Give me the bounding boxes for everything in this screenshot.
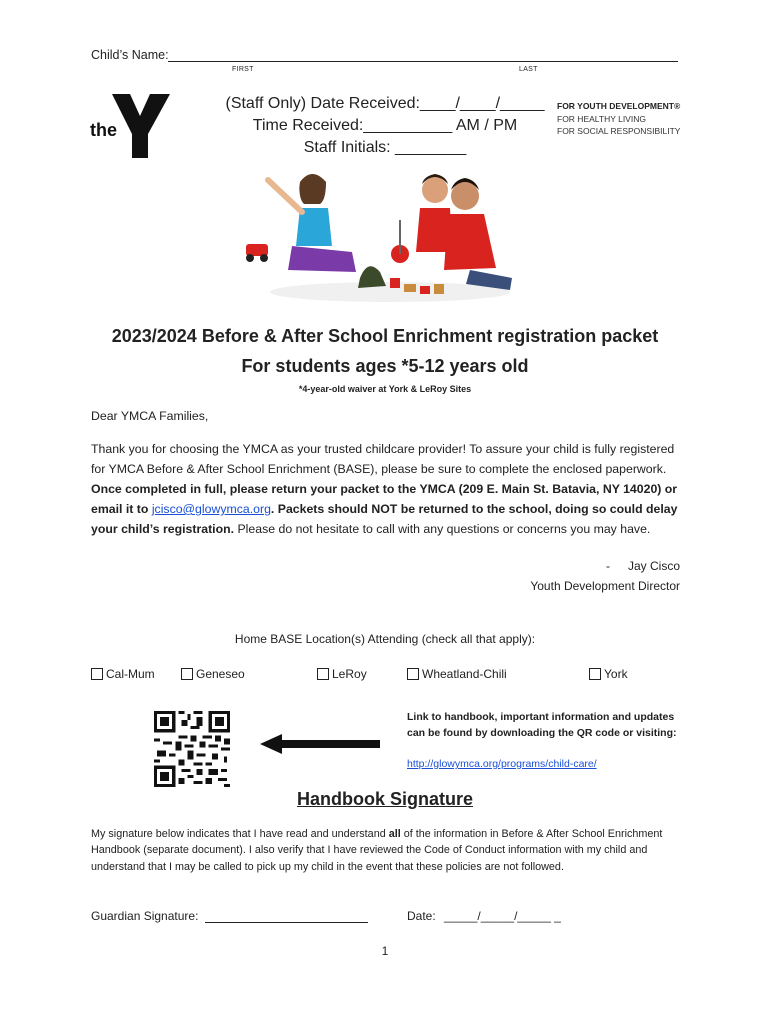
checkbox-geneseo[interactable] bbox=[181, 668, 193, 680]
checkbox-leroy[interactable] bbox=[317, 668, 329, 680]
last-name-label: LAST bbox=[519, 66, 538, 73]
location-label-wheatland-chili: Wheatland-Chili bbox=[422, 667, 507, 681]
location-label-cal-mum: Cal-Mum bbox=[106, 667, 155, 681]
staff-initials: Staff Initials: ________ bbox=[303, 139, 467, 156]
staff-date-received: (Staff Only) Date Received:____/____/_____ bbox=[225, 95, 545, 112]
handbook-url-link[interactable]: http://glowymca.org/programs/child-care/ bbox=[407, 758, 597, 770]
checkbox-york[interactable] bbox=[589, 668, 601, 680]
signature-dash: - bbox=[606, 559, 610, 573]
packet-title: 2023/2024 Before & After School Enrichment registration packet bbox=[111, 326, 659, 346]
date-field[interactable]: _____/_____/_____ _ bbox=[444, 909, 561, 923]
page-number: 1 bbox=[381, 944, 389, 958]
age-waiver-note: *4-year-old waiver at York & LeRoy Sites bbox=[298, 384, 472, 394]
handbook-signature-title bbox=[0, 789, 770, 810]
location-option-wheatland-chili[interactable] bbox=[407, 667, 507, 681]
childs-name-line bbox=[168, 61, 678, 62]
location-label-york: York bbox=[604, 667, 628, 681]
packet-subtitle: For students ages *5-12 years old bbox=[241, 356, 529, 376]
ymca-logo bbox=[90, 90, 180, 162]
letter-greeting: Dear YMCA Families, bbox=[91, 409, 209, 423]
handbook-text-part-1: My signature below indicates that I have read and understand bbox=[91, 828, 389, 840]
childs-name-label: Child’s Name: bbox=[91, 48, 169, 62]
guardian-signature-field[interactable] bbox=[205, 922, 368, 923]
date-label: Date: bbox=[407, 909, 436, 923]
handbook-agreement-text bbox=[91, 826, 681, 875]
children-playing-photo bbox=[240, 160, 530, 310]
checkbox-cal-mum[interactable] bbox=[91, 668, 103, 680]
checkbox-wheatland-chili[interactable] bbox=[407, 668, 419, 680]
location-option-cal-mum[interactable] bbox=[91, 667, 155, 681]
first-name-label: FIRST bbox=[232, 66, 254, 73]
tagline-healthy: FOR HEALTHY LIVING bbox=[557, 113, 646, 124]
director-title: Youth Development Director bbox=[530, 579, 680, 593]
handbook-signature-title-text: Handbook Signature bbox=[296, 789, 473, 809]
logo-the-text: the bbox=[90, 120, 117, 140]
logo-ymca-text: YMCA bbox=[148, 133, 159, 149]
location-option-geneseo[interactable] bbox=[181, 667, 245, 681]
logo-y-shape bbox=[112, 94, 170, 158]
letter-return-warning: . Packets should NOT be returned to the school, doing so could delay your child’s registration. bbox=[91, 502, 678, 536]
location-option-leroy[interactable] bbox=[317, 667, 367, 681]
locations-heading: Home BASE Location(s) Attending (check all that apply): bbox=[234, 632, 536, 646]
handbook-text-part-2: of the information in Before & After School Enrichment Handbook (separate document). I also verify that I have reviewed the Code of Conduct information with my child and understand that I may be called to pick up my child in the event that these policies are not followed. bbox=[91, 828, 663, 873]
location-option-york[interactable] bbox=[589, 667, 628, 681]
email-link[interactable]: jcisco@glowymca.org bbox=[151, 502, 271, 516]
letter-return-instructions: Once completed in full, please return your packet to the YMCA (209 E. Main St. Batavia, NY 14020) or email it to bbox=[91, 482, 678, 516]
handbook-text-all: all bbox=[388, 828, 401, 840]
handbook-link-description: Link to handbook, important information and updates can be found by downloading the QR code or visiting: bbox=[407, 711, 677, 739]
staff-time-received: Time Received:__________ AM / PM bbox=[252, 117, 518, 134]
guardian-signature-label: Guardian Signature: bbox=[91, 909, 199, 923]
letter-paragraph bbox=[91, 439, 681, 539]
tagline-social: FOR SOCIAL RESPONSIBILITY bbox=[557, 126, 681, 136]
ymca-tagline bbox=[557, 100, 680, 138]
letter-text-intro: Thank you for choosing the YMCA as your trusted childcare provider! To assure your child is fully registered for YMCA Before & After School Enrichment (BASE), please be sure to complete the enclosed paperwork. bbox=[91, 442, 675, 476]
left-arrow-icon bbox=[260, 734, 380, 754]
handbook-qr-code[interactable] bbox=[154, 711, 230, 787]
tagline-youth: FOR YOUTH DEVELOPMENT® bbox=[557, 101, 681, 111]
location-label-geneseo: Geneseo bbox=[196, 667, 245, 681]
director-name: Jay Cisco bbox=[627, 559, 680, 573]
location-label-leroy: LeRoy bbox=[332, 667, 367, 681]
letter-text-closing: Please do not hesitate to call with any questions or concerns you may have. bbox=[234, 522, 651, 536]
